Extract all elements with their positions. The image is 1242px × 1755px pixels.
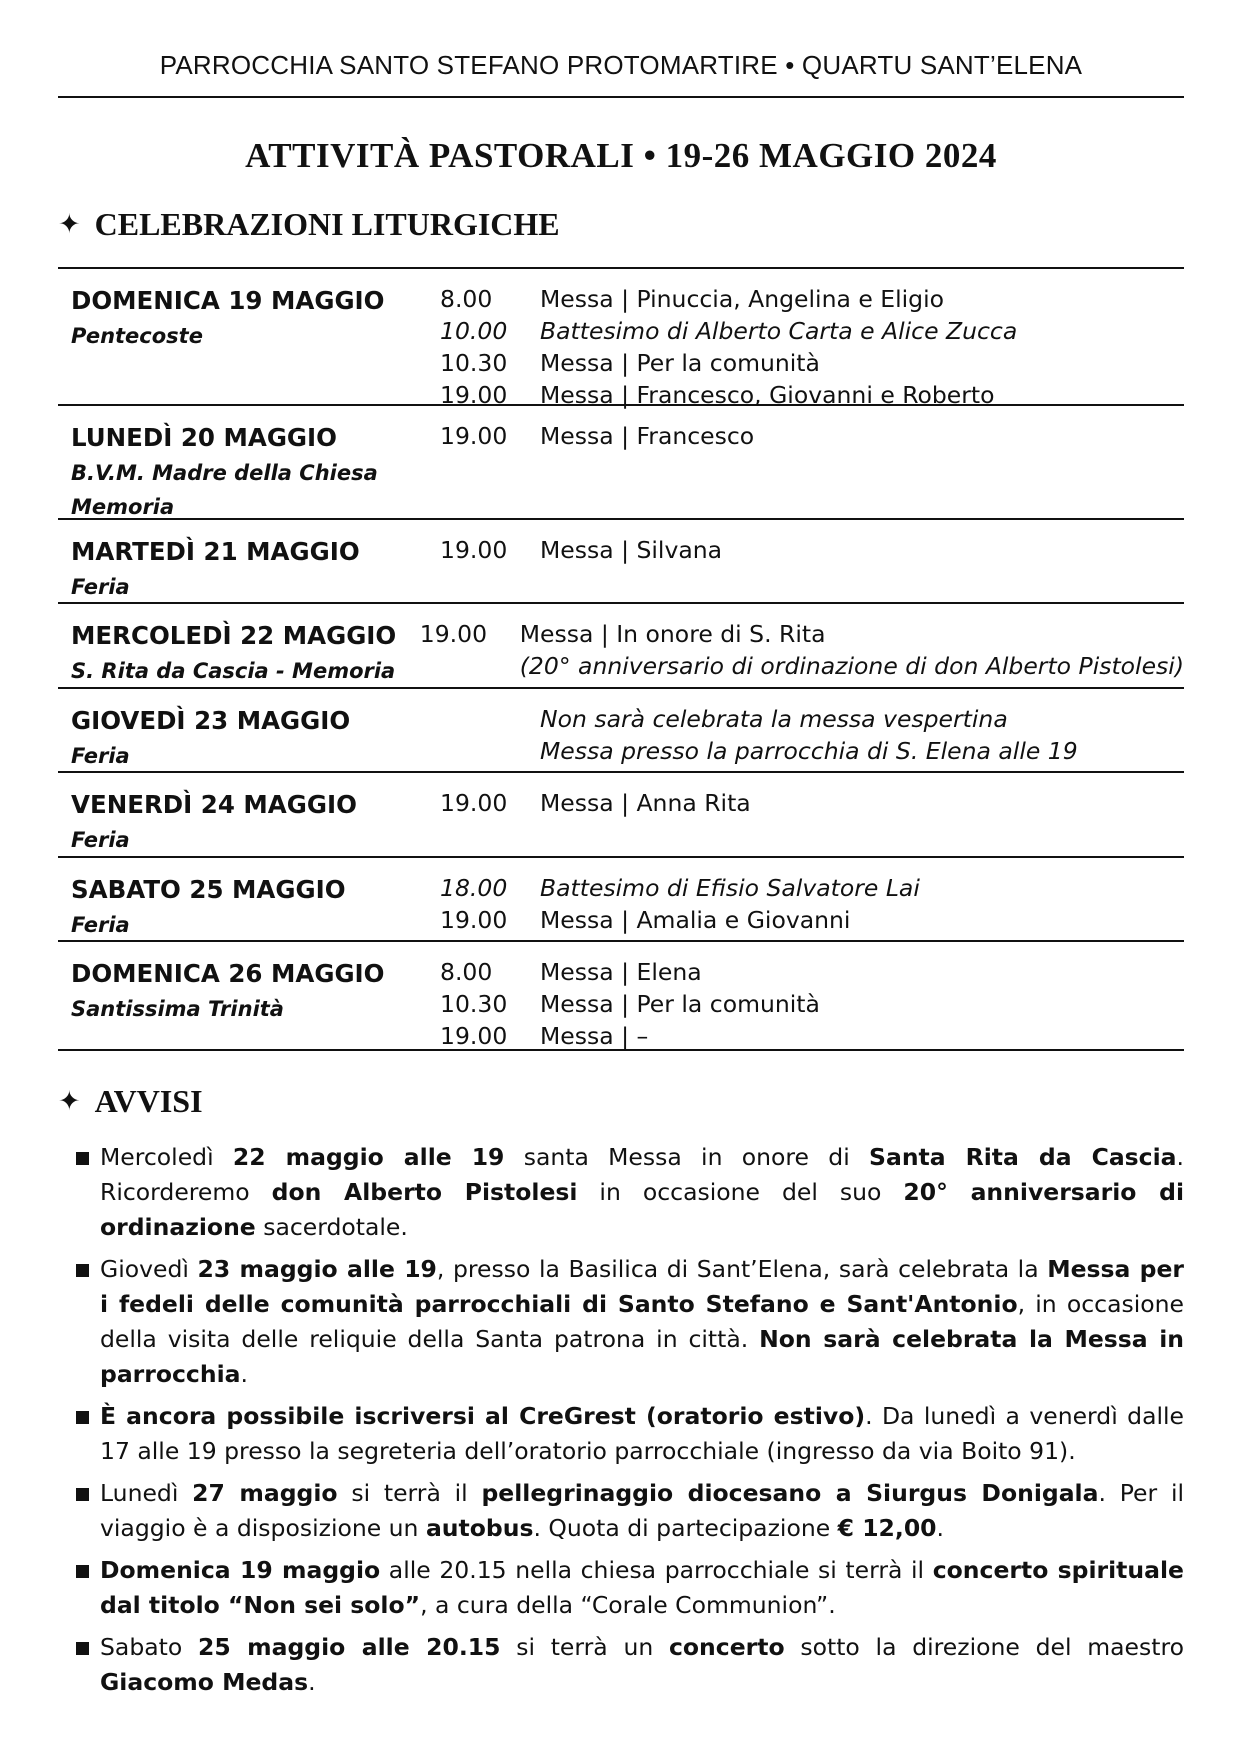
event-time: 19.00 [419, 620, 488, 648]
event-time: 10.00 [440, 317, 508, 345]
notice-text [100, 1553, 1184, 1623]
liturgical-observance: Feria [71, 575, 130, 599]
section-notices-heading [58, 1083, 1184, 1120]
day-cell [58, 534, 440, 602]
notice-text [100, 1630, 1184, 1700]
day-name: MARTEDÌ 21 MAGGIO [71, 537, 360, 566]
liturgical-observance: Pentecoste [71, 324, 203, 348]
liturgical-observance: B.V.M. Madre della Chiesa [71, 461, 378, 485]
event-time: 19.00 [440, 906, 508, 934]
day-name: MERCOLEDÌ 22 MAGGIO [71, 621, 397, 650]
notice-fragment: sacerdotale. [255, 1213, 408, 1241]
event-line [440, 379, 1184, 411]
event-time: 10.30 [440, 990, 508, 1018]
notice-fragment: , presso la Basilica di Sant’Elena, sarà celebrata la [436, 1255, 1048, 1283]
event-line [440, 315, 1184, 347]
event-description: Messa | Anna Rita [540, 789, 751, 817]
day-cell [58, 787, 440, 856]
notice-text [100, 1140, 1184, 1245]
square-bullet-icon [58, 1630, 100, 1700]
notice-highlight: Messa per i fedeli delle comunità parrocchiali di Santo Stefano e Sant'Antonio [100, 1255, 1185, 1318]
event-description: Battesimo di Efisio Salvatore Lai [540, 874, 920, 902]
events-cell [440, 872, 1184, 940]
notice-item [58, 1630, 1184, 1700]
notice-highlight: 25 maggio alle 20.15 [197, 1633, 501, 1661]
event-time [440, 703, 540, 735]
notice-highlight: 27 maggio [192, 1479, 338, 1507]
notice-fragment: Giovedì [100, 1255, 198, 1283]
notice-fragment: Mercoledì [100, 1143, 233, 1171]
day-row [58, 773, 1184, 858]
event-time: 19.00 [440, 1022, 508, 1050]
day-row [58, 406, 1184, 520]
notice-item [58, 1399, 1184, 1469]
events-cell [440, 956, 1184, 1049]
day-name: DOMENICA 26 MAGGIO [71, 959, 385, 988]
section-celebrations-title: CELEBRAZIONI LITURGICHE [94, 206, 560, 242]
notice-fragment: . Da lunedì a venerdì dalle 17 alle 19 presso la segreteria dell’oratorio parrocchiale (ingresso da via Boito 91). [100, 1402, 1184, 1465]
event-description: Battesimo di Alberto Carta e Alice Zucca [540, 317, 1018, 345]
event-description: Messa | Silvana [540, 536, 723, 564]
event-time: 18.00 [440, 874, 508, 902]
events-cell [440, 420, 1184, 518]
notice-fragment: , a cura della “Corale Communion”. [420, 1591, 836, 1619]
notice-text [100, 1476, 1184, 1546]
notice-fragment: in occasione del suo [577, 1178, 904, 1206]
day-cell [58, 618, 420, 687]
section-notices-title: AVVISI [94, 1083, 203, 1119]
notice-fragment: . Quota di partecipazione [533, 1514, 838, 1542]
notice-text [100, 1399, 1184, 1469]
notice-fragment: . Ricorderemo [100, 1143, 1184, 1206]
event-description: Messa | In onore di S. Rita [519, 620, 826, 648]
liturgical-observance: Memoria [71, 495, 175, 519]
notice-item [58, 1140, 1184, 1245]
day-name: SABATO 25 MAGGIO [71, 875, 346, 904]
notice-highlight: Giacomo Medas [100, 1668, 309, 1696]
event-time: 19.00 [440, 536, 508, 564]
events-cell [440, 703, 1184, 771]
day-name: LUNEDÌ 20 MAGGIO [71, 423, 337, 452]
event-line [440, 904, 1184, 936]
event-line [440, 956, 1184, 988]
event-description: Messa | Francesco, Giovanni e Roberto [540, 381, 995, 409]
notice-fragment: , in occasione della visita delle reliquie della Santa patrona in città. [100, 1290, 1184, 1353]
notice-fragment: . [936, 1514, 945, 1542]
page-title: ATTIVITÀ PASTORALI • 19-26 MAGGIO 2024 [245, 136, 997, 175]
day-row [58, 689, 1184, 773]
notice-fragment: Lunedì [100, 1479, 193, 1507]
notice-highlight: € 12,00 [837, 1514, 937, 1542]
event-line [440, 534, 1184, 566]
day-row [58, 858, 1184, 942]
day-name: VENERDÌ 24 MAGGIO [71, 790, 357, 819]
day-row [58, 604, 1184, 689]
events-cell [440, 534, 1184, 602]
star-icon: ✦ [58, 209, 81, 240]
notice-fragment: . Per il viaggio è a disposizione un [100, 1479, 1185, 1542]
notice-highlight: pellegrinaggio diocesano a Siurgus Donigala [481, 1479, 1099, 1507]
notice-highlight: concerto spirituale dal titolo “Non sei solo” [100, 1556, 1184, 1619]
notice-highlight: Santa Rita da Cascia [869, 1143, 1177, 1171]
notice-highlight: Domenica 19 maggio [100, 1556, 381, 1584]
day-row [58, 269, 1184, 409]
notice-highlight: Non sarà celebrata la Messa in parrocchia [100, 1325, 1184, 1388]
event-time: 19.00 [440, 789, 508, 817]
bulletin-page [58, 0, 1184, 1707]
notice-highlight: 20° anniversario di ordinazione [100, 1178, 1185, 1241]
liturgical-observance: Feria [71, 913, 130, 937]
notice-fragment: Sabato [100, 1633, 198, 1661]
event-line [440, 283, 1184, 315]
event-time: 8.00 [440, 958, 493, 986]
event-time: 8.00 [440, 285, 493, 313]
day-cell [58, 956, 440, 1049]
event-description: Messa | Pinuccia, Angelina e Eligio [540, 285, 944, 313]
notice-fragment: . [240, 1360, 248, 1388]
square-bullet-icon [58, 1252, 100, 1392]
notices-list [58, 1140, 1184, 1700]
square-bullet-icon [58, 1476, 100, 1546]
day-name: DOMENICA 19 MAGGIO [71, 286, 385, 315]
event-time [440, 735, 540, 767]
event-line [440, 420, 1184, 452]
star-icon: ✦ [58, 1086, 81, 1117]
event-description: Messa | – [540, 1022, 649, 1050]
notice-fragment: si terrà il [337, 1479, 482, 1507]
event-description: Messa presso la parrocchia di S. Elena alle 19 [540, 737, 1078, 765]
notice-highlight: È ancora possibile iscriversi al CreGrest (oratorio estivo) [100, 1402, 866, 1430]
notice-fragment: . [308, 1668, 316, 1696]
square-bullet-icon [58, 1399, 100, 1469]
event-description: (20° anniversario di ordinazione di don Alberto Pistolesi) [519, 652, 1184, 680]
day-name: GIOVEDÌ 23 MAGGIO [71, 706, 351, 735]
notice-item [58, 1476, 1184, 1546]
day-cell [58, 283, 440, 404]
day-row [58, 520, 1184, 604]
liturgical-observance: Feria [71, 828, 130, 852]
notice-item [58, 1252, 1184, 1392]
day-row [58, 942, 1184, 1051]
event-time: 19.00 [440, 422, 508, 450]
event-line [420, 618, 1184, 650]
notice-highlight: 23 maggio alle 19 [197, 1255, 437, 1283]
event-time: 10.30 [440, 349, 508, 377]
event-time [420, 650, 520, 682]
square-bullet-icon [58, 1553, 100, 1623]
event-time: 19.00 [440, 381, 508, 409]
events-cell [440, 283, 1184, 409]
day-cell [58, 703, 440, 771]
square-bullet-icon [58, 1140, 100, 1245]
liturgical-observance: S. Rita da Cascia - Memoria [71, 659, 396, 683]
event-line [440, 347, 1184, 379]
liturgical-observance: Feria [71, 744, 130, 768]
event-line [440, 872, 1184, 904]
notice-fragment: sotto la direzione del maestro [784, 1633, 1184, 1661]
event-description: Messa | Francesco [540, 422, 755, 450]
notice-highlight: concerto [668, 1633, 785, 1661]
event-line [440, 787, 1184, 819]
event-description: Messa | Amalia e Giovanni [540, 906, 851, 934]
parish-header: PARROCCHIA SANTO STEFANO PROTOMARTIRE • QUARTU SANT’ELENA [58, 0, 1184, 98]
notice-highlight: autobus [425, 1514, 534, 1542]
event-description: Non sarà celebrata la messa vespertina [540, 705, 1008, 733]
events-cell [440, 787, 1184, 856]
day-cell [58, 420, 440, 518]
event-line [440, 1020, 1184, 1052]
events-cell [420, 618, 1184, 687]
notice-text [100, 1252, 1184, 1392]
notice-highlight: don Alberto Pistolesi [271, 1178, 578, 1206]
notice-fragment: alle 20.15 nella chiesa parrocchiale si terrà il [380, 1556, 933, 1584]
day-cell [58, 872, 440, 940]
section-celebrations-heading [58, 206, 1184, 243]
event-line [440, 735, 1184, 767]
notice-fragment: santa Messa in onore di [504, 1143, 870, 1171]
event-line [440, 703, 1184, 735]
event-description: Messa | Elena [540, 958, 702, 986]
event-description: Messa | Per la comunità [540, 349, 820, 377]
notice-highlight: 22 maggio alle 19 [232, 1143, 505, 1171]
event-line [420, 650, 1184, 682]
liturgical-schedule-table [58, 267, 1184, 1051]
liturgical-observance: Santissima Trinità [71, 997, 284, 1021]
event-description: Messa | Per la comunità [540, 990, 820, 1018]
event-line [440, 988, 1184, 1020]
notice-fragment: si terrà un [500, 1633, 669, 1661]
notice-item [58, 1553, 1184, 1623]
